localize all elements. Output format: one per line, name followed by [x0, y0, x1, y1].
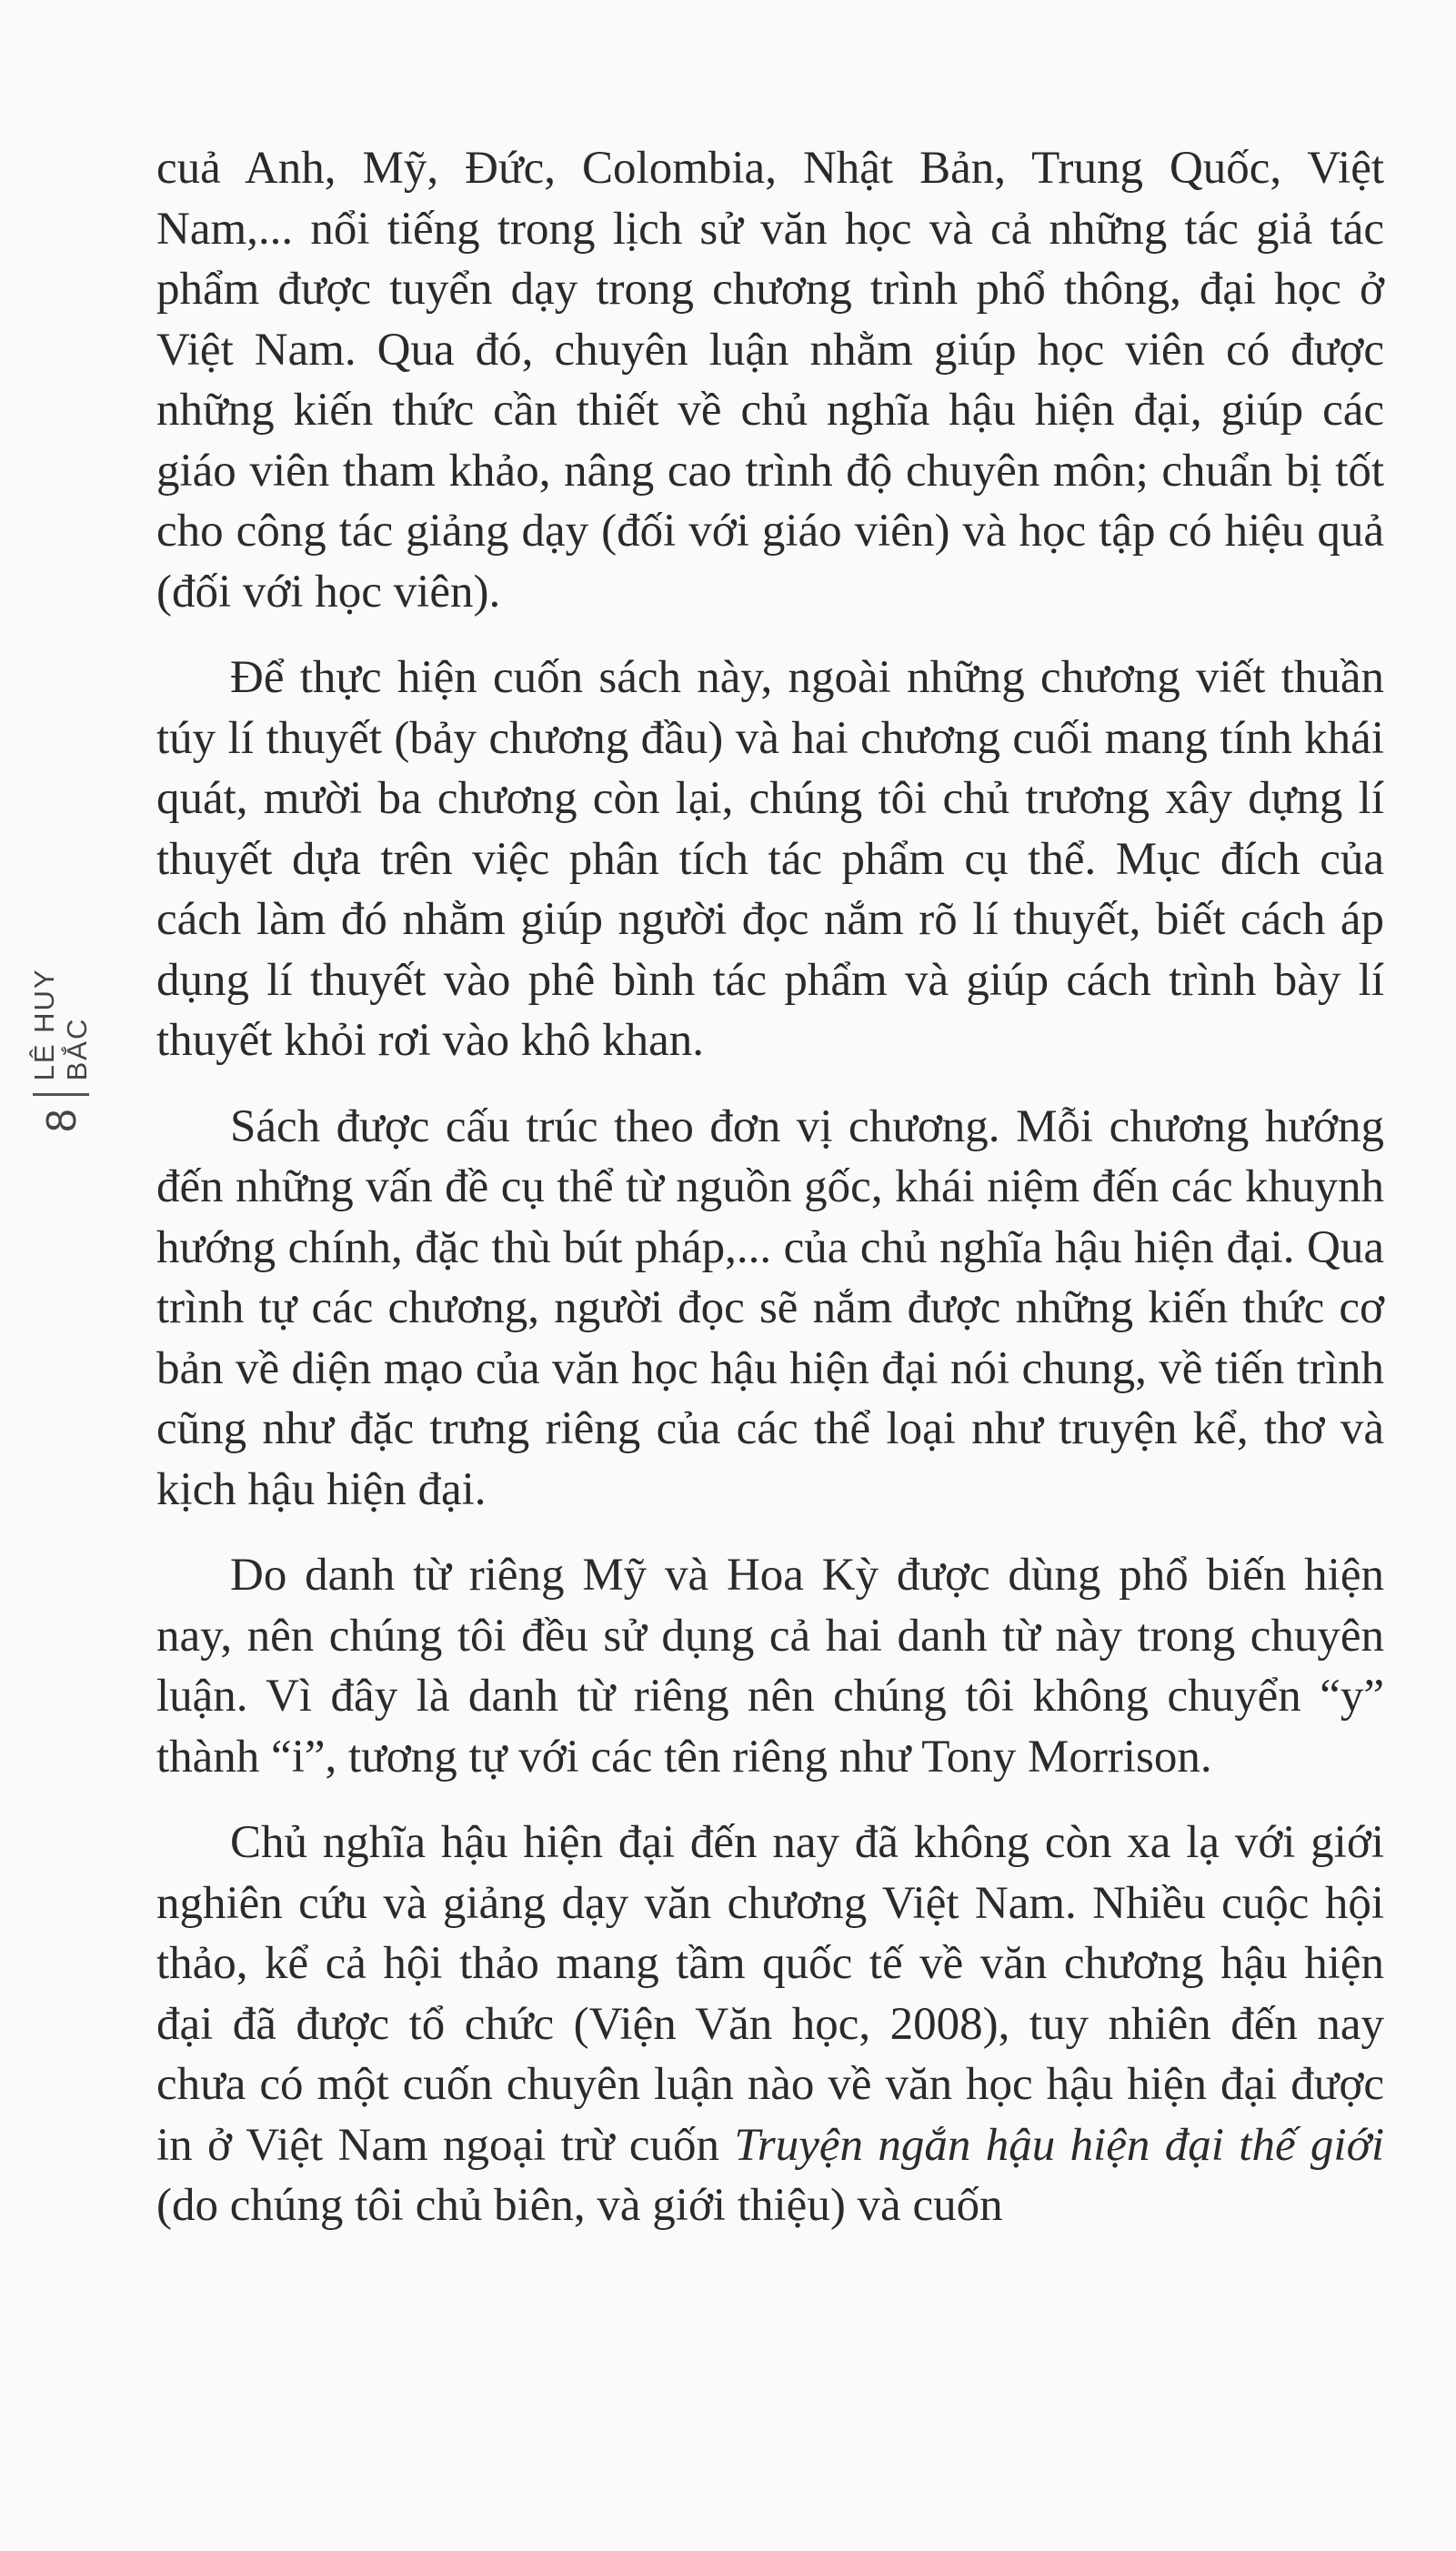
paragraph-4: Do danh từ riêng Mỹ và Hoa Kỳ được dùng phổ biến hiện nay, nên chúng tôi đều sử dụng cả hai danh từ này trong chuyên luận. Vì đây là danh từ riêng nên chúng tôi không chuyển “y” thành “i”, tương tự với các tên riêng như Tony Morrison.: [156, 1550, 1384, 1783]
paragraph-5-tail: (do chúng tôi chủ biên, và giới thiệu) và cuốn: [156, 2180, 1003, 2231]
paragraph-1: cuả Anh, Mỹ, Đức, Colombia, Nhật Bản, Trung Quốc, Việt Nam,... nổi tiếng trong lịch sử văn học và cả những tác giả tác phẩm được tuyển dạy trong chương trình phổ thông, đại học ở Việt Nam. Qua đó, chuyên luận nhằm giúp học viên có được những kiến thức cần thiết về chủ nghĩa hậu hiện đại, giúp các giáo viên tham khảo, nâng cao trình độ chuyên môn; chuẩn bị tốt cho công tác giảng dạy (đối với giáo viên) và học tập có hiệu quả (đối với học viên).: [156, 143, 1384, 618]
page-number: 8: [37, 1109, 85, 1132]
paragraph-2: Để thực hiện cuốn sách này, ngoài những chương viết thuần túy lí thuyết (bảy chương đầu) và hai chương cuối mang tính khái quát, mười ba chương còn lại, chúng tôi chủ trương xây dựng lí thuyết dựa trên việc phân tích tác phẩm cụ thể. Mục đích của cách làm đó nhằm giúp người đọc nắm rõ lí thuyết, biết cách áp dụng lí thuyết vào phê bình tác phẩm và giúp cách trình bày lí thuyết khỏi rơi vào khô khan.: [156, 652, 1384, 1066]
running-header: [20, 896, 102, 1132]
paragraph-5: [156, 1813, 1384, 2236]
header-divider: [33, 1093, 89, 1096]
book-title-italic: Truyện ngắn hậu hiện đại thế giới: [734, 2119, 1384, 2171]
author-name: LÊ HUY BẮC: [28, 968, 93, 1081]
body-text: [156, 138, 1384, 2262]
paragraph-5-text: Chủ nghĩa hậu hiện đại đến nay đã không còn xa lạ với giới nghiên cứu và giảng dạy văn chương Việt Nam. Nhiều cuộc hội thảo, kể cả hội thảo mang tầm quốc tế về văn chương hậu hiện đại đã được tổ chức (Viện Văn học, 2008), tuy nhiên đến nay chưa có một cuốn chuyên luận nào về văn học hậu hiện đại được in ở Việt Nam ngoại trừ cuốn: [156, 1817, 1384, 2171]
paragraph-3: Sách được cấu trúc theo đơn vị chương. Mỗi chương hướng đến những vấn đề cụ thể từ nguồn gốc, khái niệm đến các khuynh hướng chính, đặc thù bút pháp,... của chủ nghĩa hậu hiện đại. Qua trình tự các chương, người đọc sẽ nắm được những kiến thức cơ bản về diện mạo của văn học hậu hiện đại nói chung, về tiến trình cũng như đặc trưng riêng của các thể loại như truyện kể, thơ và kịch hậu hiện đại.: [156, 1100, 1384, 1515]
